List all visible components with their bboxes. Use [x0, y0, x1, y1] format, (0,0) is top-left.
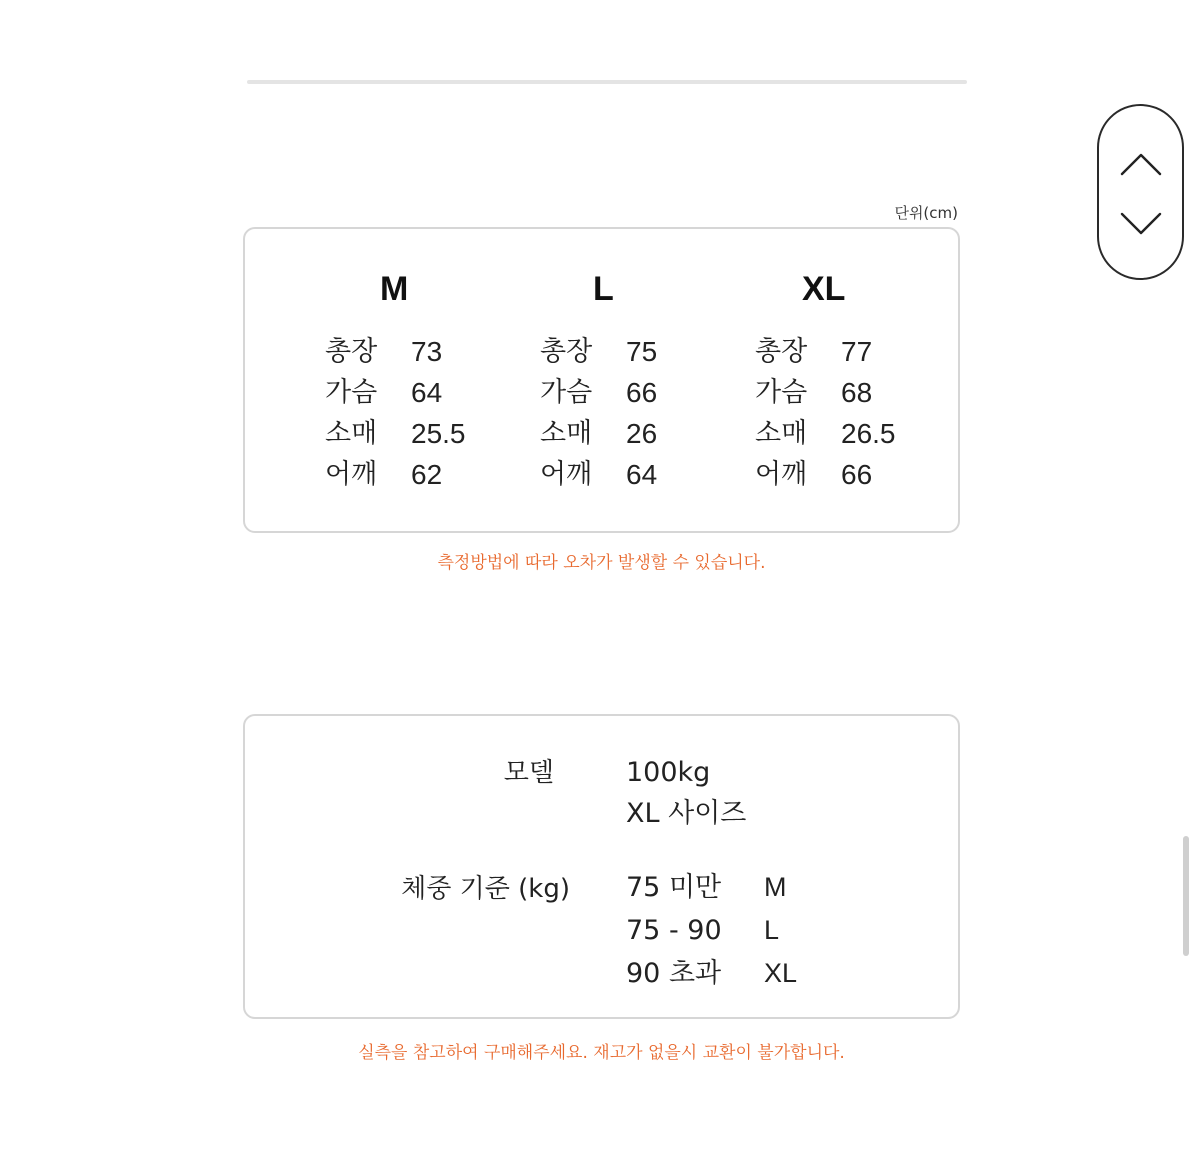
size-heading: XL	[802, 270, 846, 308]
model-values	[626, 752, 746, 834]
measure-label: 소매	[755, 418, 808, 449]
measure-value: 62	[411, 459, 443, 490]
weight-range: 75 미만	[626, 872, 722, 903]
measure-label: 소매	[325, 418, 378, 449]
size-row	[325, 454, 525, 495]
scroll-navigator	[1097, 104, 1184, 280]
measure-value: 26	[626, 418, 658, 449]
model-size: XL 사이즈	[626, 798, 747, 829]
measure-value: 26.5	[841, 418, 896, 449]
weight-row	[626, 866, 797, 909]
recommended-size: XL	[764, 958, 798, 988]
weight-range: 90 초과	[626, 958, 722, 989]
size-row	[325, 372, 525, 413]
model-label: 모델	[503, 758, 554, 788]
size-row	[540, 413, 740, 454]
measure-label: 총장	[325, 336, 378, 367]
chevron-up-icon	[1119, 151, 1163, 177]
weight-range: 75 - 90	[626, 915, 722, 946]
weight-row	[626, 952, 797, 995]
measure-label: 가슴	[325, 377, 378, 408]
recommended-size: L	[764, 915, 780, 945]
size-column-l	[540, 267, 740, 495]
page-scrollbar[interactable]	[1183, 836, 1189, 956]
scroll-up-button[interactable]	[1099, 134, 1182, 194]
weight-row	[626, 909, 797, 952]
measure-label: 어깨	[755, 459, 808, 490]
size-chart-box	[243, 227, 960, 533]
size-row	[755, 454, 955, 495]
size-column-xl	[755, 267, 955, 495]
measure-value: 68	[841, 377, 873, 408]
size-row	[540, 372, 740, 413]
top-divider	[247, 80, 967, 84]
measure-value: 25.5	[411, 418, 466, 449]
size-row	[325, 331, 525, 372]
weight-criteria-label: 체중 기준 (kg)	[401, 874, 570, 904]
size-row	[325, 413, 525, 454]
scroll-down-button[interactable]	[1099, 194, 1182, 254]
model-info-box	[243, 714, 960, 1019]
measure-label: 가슴	[540, 377, 593, 408]
measure-value: 64	[411, 377, 443, 408]
measure-label: 소매	[540, 418, 593, 449]
measure-label: 총장	[540, 336, 593, 367]
measure-value: 75	[626, 336, 658, 367]
size-heading: M	[380, 270, 409, 308]
size-row	[540, 454, 740, 495]
measure-value: 73	[411, 336, 443, 367]
size-row	[755, 372, 955, 413]
measure-value: 64	[626, 459, 658, 490]
unit-label: 단위(cm)	[894, 204, 958, 222]
size-row	[540, 331, 740, 372]
measure-value: 66	[841, 459, 873, 490]
size-row	[755, 413, 955, 454]
measure-value: 66	[626, 377, 658, 408]
measure-label: 어깨	[325, 459, 378, 490]
size-note: 측정방법에 따라 오차가 발생할 수 있습니다.	[437, 553, 766, 573]
measure-label: 가슴	[755, 377, 808, 408]
measure-label: 총장	[755, 336, 808, 367]
measure-label: 어깨	[540, 459, 593, 490]
size-row	[755, 331, 955, 372]
chevron-down-icon	[1119, 211, 1163, 237]
measure-value: 77	[841, 336, 873, 367]
model-weight: 100kg	[626, 757, 711, 788]
size-column-m	[325, 267, 525, 495]
recommended-size: M	[764, 872, 787, 902]
model-note: 실측을 참고하여 구매해주세요. 재고가 없을시 교환이 불가합니다.	[358, 1043, 845, 1063]
weight-criteria-list	[626, 866, 797, 995]
size-heading: L	[593, 270, 614, 308]
